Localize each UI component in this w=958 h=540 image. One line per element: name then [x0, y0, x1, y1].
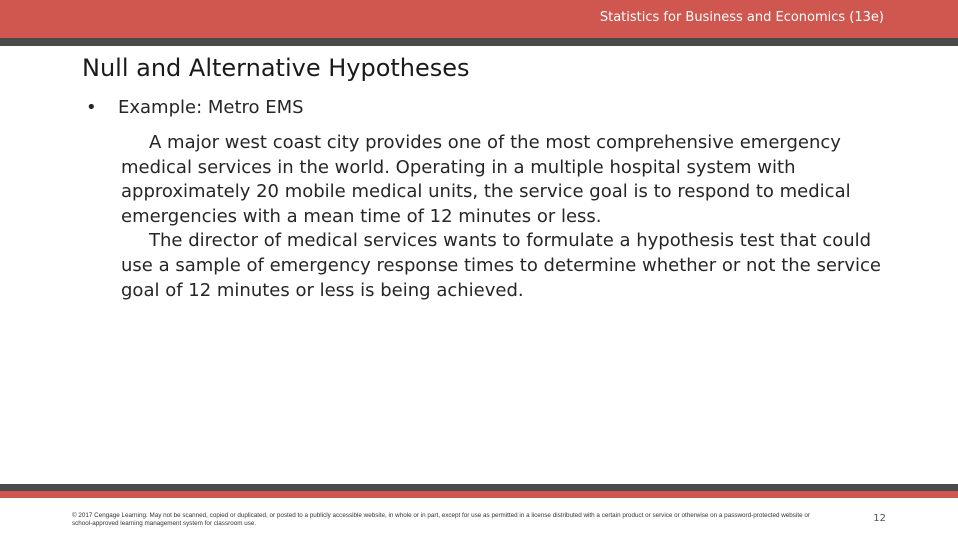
body-paragraph-1: A major west coast city provides one of the most comprehensive emergency medical services in the world. Operating in a multiple hospital system with approximately 20 mobile medical units, the service goal is to respond to medical emergencies with a mean time of 12 minutes or less.	[121, 132, 851, 227]
footer-rule-red	[0, 491, 958, 498]
slide-title: Null and Alternative Hypotheses	[82, 54, 470, 82]
copyright-notice: © 2017 Cengage Learning. May not be scanned, copied or duplicated, or posted to a publicly accessible website, in whole or in part, except for use as permitted in a license distributed with a certain product or service or otherwise on a password-protected website or school-approved learning management system for classroom use.	[72, 512, 810, 527]
header-title: Statistics for Business and Economics (13e)	[599, 10, 884, 25]
header-band	[0, 0, 958, 38]
footer-rule-gray	[0, 484, 958, 491]
bullet-text: Example: Metro EMS	[118, 97, 304, 118]
body-text	[121, 131, 881, 303]
page-number: 12	[873, 513, 886, 524]
body-paragraph-2: The director of medical services wants to formulate a hypothesis test that could use a sample of emergency response times to determine whether or not the service goal of 12 minutes or less is being achieved.	[121, 230, 881, 301]
bullet-icon: •	[86, 97, 97, 118]
bullet-item	[86, 97, 304, 118]
header-rule	[0, 38, 958, 46]
